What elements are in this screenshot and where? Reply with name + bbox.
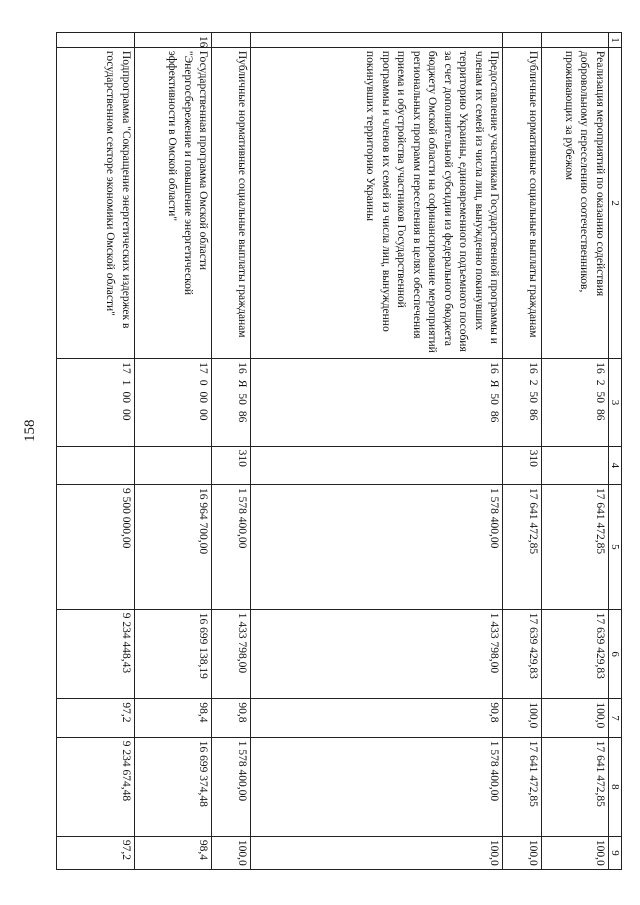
row-name: Подпрограмма "Сокращение энергетических издержек в государственном секторе экономики Омской области": [57, 47, 135, 358]
column-number: 4: [609, 446, 622, 484]
rotated-table-container: [56, 32, 622, 870]
row-value-8: 16 699 374,48: [134, 737, 212, 836]
row-value-9: 100,0: [212, 836, 251, 869]
row-vr: [542, 446, 609, 484]
row-value-8: 9 234 674,48: [57, 737, 135, 836]
row-value-7: 90,8: [212, 699, 251, 737]
column-number: 6: [609, 609, 622, 699]
row-value-7: 100,0: [503, 699, 542, 737]
row-value-5: 16 964 700,00: [134, 485, 212, 610]
column-number: 2: [609, 47, 622, 358]
row-value-9: 100,0: [251, 836, 503, 869]
row-name: Публичные нормативные социальные выплаты гражданам: [503, 47, 542, 358]
row-value-7: 100,0: [542, 699, 609, 737]
row-code: 1700000: [134, 359, 212, 446]
row-value-9: 100,0: [542, 836, 609, 869]
row-value-8: 17 641 472,85: [503, 737, 542, 836]
column-number: 8: [609, 737, 622, 836]
column-number: 1: [609, 33, 622, 48]
row-number: [57, 33, 135, 48]
row-value-5: 17 641 472,85: [503, 485, 542, 610]
row-code: 16Я5086: [212, 359, 251, 446]
row-name: Публичные нормативные социальные выплаты гражданам: [212, 47, 251, 358]
column-number: 5: [609, 485, 622, 610]
row-value-6: 17 639 429,83: [542, 609, 609, 699]
row-number: [503, 33, 542, 48]
column-number: 9: [609, 836, 622, 869]
row-value-6: 17 639 429,83: [503, 609, 542, 699]
row-value-6: 16 699 138,19: [134, 609, 212, 699]
row-number: 16: [134, 33, 212, 48]
column-number: 3: [609, 359, 622, 446]
row-value-6: 1 433 798,00: [212, 609, 251, 699]
row-value-5: 1 578 400,00: [212, 485, 251, 610]
row-value-5: 1 578 400,00: [251, 485, 503, 610]
row-value-5: 17 641 472,85: [542, 485, 609, 610]
row-number: [251, 33, 503, 48]
row-value-8: 17 641 472,85: [542, 737, 609, 836]
page-number: 158: [22, 419, 38, 442]
row-vr: [251, 446, 503, 484]
row-code: 1710000: [57, 359, 135, 446]
row-value-8: 1 578 400,00: [251, 737, 503, 836]
row-vr: [134, 446, 212, 484]
table-row: [57, 33, 135, 870]
row-value-7: 98,4: [134, 699, 212, 737]
column-number-row: [609, 33, 622, 870]
table-row: [542, 33, 609, 870]
budget-table: [56, 32, 622, 870]
row-name: Реализация мероприятий по оказанию содействия добровольному переселению соотечественников, проживающих за рубежом: [542, 47, 609, 358]
table-row: [503, 33, 542, 870]
row-vr: 310: [503, 446, 542, 484]
row-value-6: 1 433 798,00: [251, 609, 503, 699]
row-vr: 310: [212, 446, 251, 484]
row-value-9: 98,4: [134, 836, 212, 869]
row-value-9: 100,0: [503, 836, 542, 869]
table-row: [251, 33, 503, 870]
row-number: [212, 33, 251, 48]
row-code: 1625086: [542, 359, 609, 446]
row-vr: [57, 446, 135, 484]
row-name: Предоставление участникам Государственной программы и членам их семей из числа лиц, вынужденно покинувших территорию Украины, единовременного подъемного пособия за счет дополнительной субсидии из федерального бюджета бюджету Омской области на софинансирование мероприятий региональных программ переселения в целях обеспечения приема и обустройства участников Государственной программы и членов их семей из числа лиц, вынужденно покинувших территорию Украины: [251, 47, 503, 358]
row-value-8: 1 578 400,00: [212, 737, 251, 836]
row-number: [542, 33, 609, 48]
row-value-7: 97,2: [57, 699, 135, 737]
row-name: Государственная программа Омской области "Энергосбережение и повышение энергетической эффективности в Омской области": [134, 47, 212, 358]
row-value-9: 97,2: [57, 836, 135, 869]
table-row: [212, 33, 251, 870]
row-value-5: 9 500 000,00: [57, 485, 135, 610]
table-row: [134, 33, 212, 870]
row-value-6: 9 234 448,43: [57, 609, 135, 699]
row-code: 16Я5086: [251, 359, 503, 446]
column-number: 7: [609, 699, 622, 737]
row-value-7: 90,8: [251, 699, 503, 737]
row-code: 1625086: [503, 359, 542, 446]
